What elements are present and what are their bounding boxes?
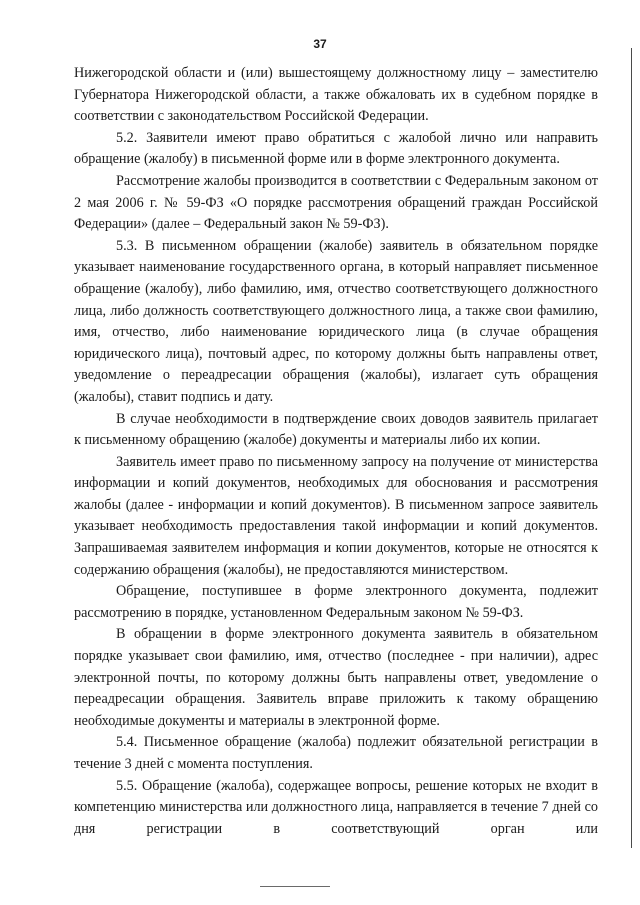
paragraph-info-request: Заявитель имеет право по письменному запросу на получение от министерства информации и копий документов, необходимых для обоснования и рассмотрения жалобы (далее - информации и копий документов). В письменном запросе заявитель указывает необходимость предоставления такой информации и копий документов. Запрашиваемая заявителем информация и копии документов, которые не относятся к содержанию обращения (жалобы), не предоставляются министерством. [74,453,598,578]
paragraph-supporting-docs: В случае необходимости в подтверждение своих доводов заявитель прилагает к письменному обращению (жалобе) документы и материалы либо их копии. [74,410,598,449]
paragraph-continuation: Нижегородской области и (или) вышестоящему должностному лицу – заместителю Губернатора Нижегородской области, а также обжаловать их в судебном порядке в соответствии с законодательством Российской Федерации. [74,65,598,125]
paragraph-electronic-review: Обращение, поступившее в форме электронного документа, подлежит рассмотрению в порядке, установленном Федеральным законом № 59-ФЗ. [74,583,598,621]
paragraph-5-5: 5.5. Обращение (жалоба), содержащее вопросы, решение которых не входит в компетенцию министерства или должностного лица, направляется в течение 7 дней со дня регистрации в соответствующий орган или [74,777,598,837]
document-body [74,63,598,840]
paragraph-5-2: 5.2. Заявители имеют право обратиться с жалобой лично или направить обращение (жалобу) в письменной форме или в форме электронного документа. [74,129,598,168]
scan-edge-line [631,48,632,848]
scan-bottom-mark [260,886,330,887]
paragraph-5-3: 5.3. В письменном обращении (жалобе) заявитель в обязательном порядке указывает наименование государственного органа, в который направляет письменное обращение (жалобу), либо фамилию, имя, отчество соответствующего должностного лица, либо должность соответствующего должностного лица, а также свои фамилию, имя, отчество, либо наименование юридического лица (в случае обращения юридического лица), почтовый адрес, по которому должны быть направлены ответ, уведомление о переадресации обращения (жалобы), излагает суть обращения (жалобы), ставит подпись и дату. [74,237,598,405]
page-number: 37 [313,37,327,51]
paragraph-electronic-form: В обращении в форме электронного документа заявитель в обязательном порядке указывает свои фамилию, имя, отчество (последнее - при наличии), адрес электронной почты, по которому должны быть направлены ответ, уведомление о переадресации обращения. Заявитель вправе приложить к такому обращению необходимые документы и материалы в электронной форме. [74,626,598,729]
paragraph-5-4: 5.4. Письменное обращение (жалоба) подлежит обязательной регистрации в течение 3 дней с момента поступления. [74,734,598,772]
paragraph-review: Рассмотрение жалобы производится в соответствии с Федеральным законом от 2 мая 2006 г. № 59-ФЗ «О порядке рассмотрения обращений граждан Российской Федерации» (далее – Федеральный закон № 59-ФЗ). [74,172,598,233]
